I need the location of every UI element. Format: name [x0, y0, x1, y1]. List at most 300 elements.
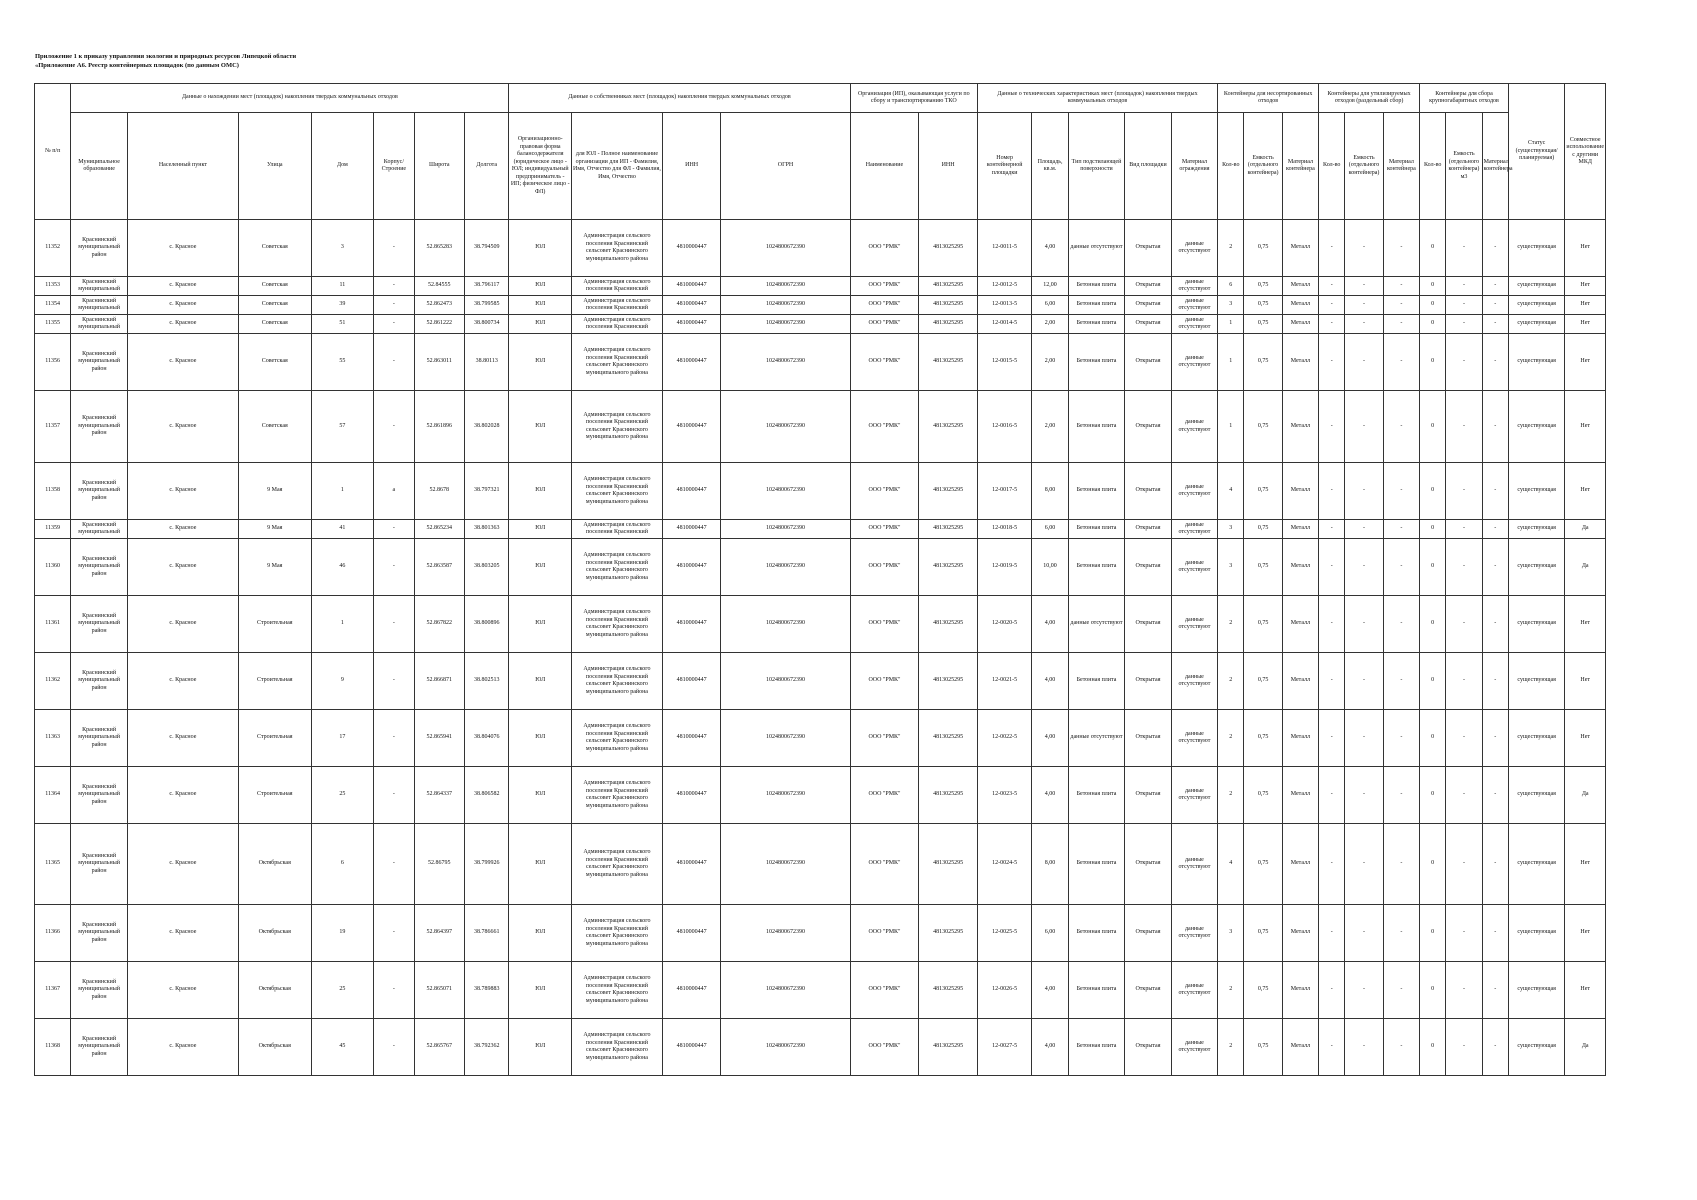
cell-uv: 0,75 — [1244, 905, 1282, 962]
table-row — [35, 710, 1606, 767]
table-row — [35, 653, 1606, 710]
cell-inn: 4810000447 — [662, 277, 721, 296]
cell-num: 11367 — [35, 962, 71, 1019]
cell-house: 25 — [311, 962, 374, 1019]
cell-bm: - — [1482, 463, 1508, 520]
cell-uv: 0,75 — [1244, 296, 1282, 315]
cell-np: с. Красное — [127, 710, 238, 767]
cell-um: Металл — [1282, 334, 1318, 391]
cell-street: 9 Мая — [238, 463, 311, 520]
cell-np: с. Красное — [127, 334, 238, 391]
cell-np: с. Красное — [127, 824, 238, 905]
col-surface: Тип подстилающей поверхности — [1068, 113, 1125, 220]
cell-ogrn: 1024800672390 — [721, 710, 850, 767]
cell-np: с. Красное — [127, 220, 238, 277]
cell-opinn: 4813025295 — [919, 710, 978, 767]
cell-shared: Нет — [1565, 277, 1606, 296]
cell-surf: Бетонная плита — [1068, 767, 1125, 824]
cell-shared: Нет — [1565, 710, 1606, 767]
cell-opinn: 4813025295 — [919, 334, 978, 391]
cell-lat: 52.861896 — [414, 391, 464, 463]
cell-um: Металл — [1282, 653, 1318, 710]
cell-bc: 0 — [1420, 767, 1446, 824]
table-body — [35, 220, 1606, 1076]
cell-opinn: 4813025295 — [919, 653, 978, 710]
cell-street: Октябрьская — [238, 1019, 311, 1076]
cell-bc: 0 — [1420, 824, 1446, 905]
cell-rm: - — [1383, 824, 1419, 905]
cell-bm: - — [1482, 296, 1508, 315]
cell-um: Металл — [1282, 962, 1318, 1019]
cell-np: с. Красное — [127, 539, 238, 596]
cell-num: 11362 — [35, 653, 71, 710]
table-row — [35, 596, 1606, 653]
cell-fence: данные отсутствуют — [1171, 905, 1217, 962]
group-location: Данные о нахождении мест (площадок) накопления твердых коммунальных отходов — [71, 84, 509, 113]
cell-np: с. Красное — [127, 296, 238, 315]
cell-uv: 0,75 — [1244, 653, 1282, 710]
cell-uv: 0,75 — [1244, 962, 1282, 1019]
registry-table — [34, 83, 1606, 1076]
cell-fence: данные отсутствуют — [1171, 391, 1217, 463]
cell-owner: Администрация сельского поселения Краснинский сельсовет Краснинского муниципального района — [572, 962, 663, 1019]
cell-status: существующая — [1508, 277, 1565, 296]
cell-inn: 4810000447 — [662, 315, 721, 334]
cell-type: Открытая — [1125, 710, 1171, 767]
col-operator-name: Наименование — [850, 113, 919, 220]
cell-rc: - — [1319, 296, 1345, 315]
cell-street: Строительная — [238, 767, 311, 824]
cell-um: Металл — [1282, 277, 1318, 296]
cell-inn: 4810000447 — [662, 296, 721, 315]
col-u-volume: Емкость (отдельного контейнера) — [1244, 113, 1282, 220]
cell-type: Открытая — [1125, 520, 1171, 539]
table-row — [35, 905, 1606, 962]
cell-ogrn: 1024800672390 — [721, 905, 850, 962]
cell-opinn: 4813025295 — [919, 277, 978, 296]
cell-shared: Да — [1565, 539, 1606, 596]
cell-num: 11363 — [35, 710, 71, 767]
cell-site: 12-0026-5 — [977, 962, 1032, 1019]
cell-inn: 4810000447 — [662, 596, 721, 653]
cell-site: 12-0011-5 — [977, 220, 1032, 277]
cell-fence: данные отсутствуют — [1171, 539, 1217, 596]
cell-lat: 52.865283 — [414, 220, 464, 277]
cell-house: 17 — [311, 710, 374, 767]
cell-bv: - — [1446, 710, 1482, 767]
cell-owner: Администрация сельского поселения Краснинский — [572, 520, 663, 539]
cell-lon: 38.789883 — [465, 962, 509, 1019]
cell-lon: 38.800896 — [465, 596, 509, 653]
cell-fence: данные отсутствуют — [1171, 1019, 1217, 1076]
cell-rv: - — [1345, 520, 1383, 539]
cell-bm: - — [1482, 220, 1508, 277]
cell-lat: 52.863011 — [414, 334, 464, 391]
cell-num: 11364 — [35, 767, 71, 824]
cell-bm: - — [1482, 962, 1508, 1019]
col-r-count: Кол-во — [1319, 113, 1345, 220]
cell-uc: 3 — [1218, 520, 1244, 539]
col-lat: Широта — [414, 113, 464, 220]
cell-bld: - — [374, 520, 414, 539]
col-settlement: Населенный пункт — [127, 113, 238, 220]
cell-ogrn: 1024800672390 — [721, 391, 850, 463]
cell-house: 46 — [311, 539, 374, 596]
col-building: Корпус/Строение — [374, 113, 414, 220]
cell-surf: Бетонная плита — [1068, 653, 1125, 710]
cell-street: Советская — [238, 296, 311, 315]
cell-type: Открытая — [1125, 296, 1171, 315]
cell-bm: - — [1482, 315, 1508, 334]
cell-area: 4,00 — [1032, 962, 1068, 1019]
cell-opinn: 4813025295 — [919, 1019, 978, 1076]
cell-shared: Нет — [1565, 334, 1606, 391]
document-header — [35, 52, 296, 70]
cell-bv: - — [1446, 315, 1482, 334]
cell-surf: Бетонная плита — [1068, 315, 1125, 334]
cell-surf: данные отсутствуют — [1068, 596, 1125, 653]
cell-num: 11354 — [35, 296, 71, 315]
cell-um: Металл — [1282, 767, 1318, 824]
cell-rv: - — [1345, 296, 1383, 315]
col-operator-inn: ИНН — [919, 113, 978, 220]
cell-rm: - — [1383, 596, 1419, 653]
cell-site: 12-0013-5 — [977, 296, 1032, 315]
cell-area: 8,00 — [1032, 463, 1068, 520]
cell-house: 57 — [311, 391, 374, 463]
col-house: Дом — [311, 113, 374, 220]
cell-rm: - — [1383, 220, 1419, 277]
cell-surf: Бетонная плита — [1068, 962, 1125, 1019]
cell-bv: - — [1446, 653, 1482, 710]
cell-fence: данные отсутствуют — [1171, 824, 1217, 905]
cell-bld: - — [374, 391, 414, 463]
cell-type: Открытая — [1125, 1019, 1171, 1076]
cell-form: ЮЛ — [509, 220, 572, 277]
cell-lon: 38.802028 — [465, 391, 509, 463]
cell-ogrn: 1024800672390 — [721, 653, 850, 710]
cell-mo: Краснинский муниципальный район — [71, 463, 128, 520]
table-row — [35, 767, 1606, 824]
cell-fence: данные отсутствуют — [1171, 296, 1217, 315]
cell-inn: 4810000447 — [662, 962, 721, 1019]
cell-op: ООО "РМК" — [850, 710, 919, 767]
cell-rv: - — [1345, 334, 1383, 391]
col-legal-form: Организационно-правовая форма балансодержателя (юридическое лицо - ЮЛ; индивидуальный предприниматель - ИП; физическое лицо - ФЛ) — [509, 113, 572, 220]
cell-status: существующая — [1508, 391, 1565, 463]
cell-rv: - — [1345, 315, 1383, 334]
cell-rc: - — [1319, 710, 1345, 767]
cell-lon: 38.801363 — [465, 520, 509, 539]
cell-fence: данные отсутствуют — [1171, 710, 1217, 767]
cell-lat: 52.865767 — [414, 1019, 464, 1076]
table-row — [35, 277, 1606, 296]
cell-ogrn: 1024800672390 — [721, 1019, 850, 1076]
cell-uv: 0,75 — [1244, 220, 1282, 277]
cell-mo: Краснинский муниципальный район — [71, 220, 128, 277]
cell-bld: - — [374, 334, 414, 391]
cell-uc: 2 — [1218, 710, 1244, 767]
col-site-number: Номер контейнерной площадки — [977, 113, 1032, 220]
cell-lat: 52.865234 — [414, 520, 464, 539]
cell-type: Открытая — [1125, 824, 1171, 905]
cell-num: 11352 — [35, 220, 71, 277]
cell-lat: 52.84555 — [414, 277, 464, 296]
cell-bld: - — [374, 296, 414, 315]
cell-owner: Администрация сельского поселения Краснинский сельсовет Краснинского муниципального района — [572, 767, 663, 824]
col-fence: Материал ограждения — [1171, 113, 1217, 220]
cell-inn: 4810000447 — [662, 463, 721, 520]
cell-surf: Бетонная плита — [1068, 824, 1125, 905]
cell-rc: - — [1319, 539, 1345, 596]
table-row — [35, 296, 1606, 315]
cell-street: 9 Мая — [238, 520, 311, 539]
cell-house: 19 — [311, 905, 374, 962]
cell-status: существующая — [1508, 905, 1565, 962]
cell-street: Советская — [238, 391, 311, 463]
cell-lon: 38.796117 — [465, 277, 509, 296]
table-row — [35, 1019, 1606, 1076]
cell-ogrn: 1024800672390 — [721, 463, 850, 520]
cell-inn: 4810000447 — [662, 539, 721, 596]
cell-lon: 38.799585 — [465, 296, 509, 315]
cell-uc: 2 — [1218, 1019, 1244, 1076]
cell-lon: 38.786661 — [465, 905, 509, 962]
cell-owner: Администрация сельского поселения Краснинский сельсовет Краснинского муниципального района — [572, 463, 663, 520]
cell-house: 39 — [311, 296, 374, 315]
cell-opinn: 4813025295 — [919, 824, 978, 905]
cell-site: 12-0015-5 — [977, 334, 1032, 391]
cell-np: с. Красное — [127, 520, 238, 539]
cell-uc: 1 — [1218, 334, 1244, 391]
cell-type: Открытая — [1125, 391, 1171, 463]
cell-inn: 4810000447 — [662, 520, 721, 539]
cell-np: с. Красное — [127, 315, 238, 334]
cell-shared: Нет — [1565, 296, 1606, 315]
cell-num: 11365 — [35, 824, 71, 905]
cell-street: Советская — [238, 220, 311, 277]
cell-bv: - — [1446, 824, 1482, 905]
cell-np: с. Красное — [127, 1019, 238, 1076]
cell-lat: 52.867822 — [414, 596, 464, 653]
cell-num: 11357 — [35, 391, 71, 463]
cell-rc: - — [1319, 220, 1345, 277]
cell-um: Металл — [1282, 463, 1318, 520]
cell-uv: 0,75 — [1244, 824, 1282, 905]
cell-rm: - — [1383, 463, 1419, 520]
cell-bm: - — [1482, 277, 1508, 296]
cell-street: Советская — [238, 334, 311, 391]
cell-fence: данные отсутствуют — [1171, 463, 1217, 520]
cell-type: Открытая — [1125, 220, 1171, 277]
cell-rc: - — [1319, 962, 1345, 1019]
cell-uv: 0,75 — [1244, 463, 1282, 520]
cell-lon: 38.806582 — [465, 767, 509, 824]
cell-np: с. Красное — [127, 962, 238, 1019]
cell-ogrn: 1024800672390 — [721, 539, 850, 596]
cell-ogrn: 1024800672390 — [721, 962, 850, 1019]
cell-rv: - — [1345, 391, 1383, 463]
cell-bv: - — [1446, 520, 1482, 539]
cell-mo: Краснинский муниципальный — [71, 277, 128, 296]
col-inn: ИНН — [662, 113, 721, 220]
cell-site: 12-0016-5 — [977, 391, 1032, 463]
cell-bv: - — [1446, 539, 1482, 596]
cell-uc: 3 — [1218, 539, 1244, 596]
group-unsorted: Контейнеры для несортированных отходов — [1218, 84, 1319, 113]
cell-bld: - — [374, 710, 414, 767]
cell-rc: - — [1319, 334, 1345, 391]
cell-um: Металл — [1282, 596, 1318, 653]
cell-uv: 0,75 — [1244, 1019, 1282, 1076]
cell-bv: - — [1446, 277, 1482, 296]
cell-fence: данные отсутствуют — [1171, 334, 1217, 391]
cell-rv: - — [1345, 1019, 1383, 1076]
cell-inn: 4810000447 — [662, 653, 721, 710]
cell-op: ООО "РМК" — [850, 596, 919, 653]
cell-lat: 52.862473 — [414, 296, 464, 315]
cell-type: Открытая — [1125, 653, 1171, 710]
cell-bc: 0 — [1420, 315, 1446, 334]
cell-bc: 0 — [1420, 710, 1446, 767]
cell-area: 6,00 — [1032, 296, 1068, 315]
cell-shared: Да — [1565, 767, 1606, 824]
cell-inn: 4810000447 — [662, 220, 721, 277]
cell-surf: Бетонная плита — [1068, 520, 1125, 539]
cell-form: ЮЛ — [509, 539, 572, 596]
cell-form: ЮЛ — [509, 334, 572, 391]
cell-op: ООО "РМК" — [850, 520, 919, 539]
cell-num: 11361 — [35, 596, 71, 653]
cell-bc: 0 — [1420, 1019, 1446, 1076]
col-r-material: Материал контейнера — [1383, 113, 1419, 220]
cell-street: 9 Мая — [238, 539, 311, 596]
cell-lon: 38.794509 — [465, 220, 509, 277]
cell-bc: 0 — [1420, 463, 1446, 520]
cell-rm: - — [1383, 334, 1419, 391]
cell-area: 8,00 — [1032, 824, 1068, 905]
cell-uv: 0,75 — [1244, 520, 1282, 539]
cell-type: Открытая — [1125, 539, 1171, 596]
cell-area: 10,00 — [1032, 539, 1068, 596]
cell-lat: 52.863587 — [414, 539, 464, 596]
cell-lat: 52.865071 — [414, 962, 464, 1019]
cell-bv: - — [1446, 596, 1482, 653]
cell-op: ООО "РМК" — [850, 653, 919, 710]
cell-uv: 0,75 — [1244, 391, 1282, 463]
cell-house: 25 — [311, 767, 374, 824]
cell-np: с. Красное — [127, 596, 238, 653]
cell-shared: Нет — [1565, 824, 1606, 905]
cell-np: с. Красное — [127, 905, 238, 962]
cell-fence: данные отсутствуют — [1171, 315, 1217, 334]
cell-bld: - — [374, 315, 414, 334]
cell-um: Металл — [1282, 824, 1318, 905]
cell-uv: 0,75 — [1244, 334, 1282, 391]
cell-shared: Нет — [1565, 962, 1606, 1019]
cell-bc: 0 — [1420, 520, 1446, 539]
cell-lon: 38.803205 — [465, 539, 509, 596]
cell-ogrn: 1024800672390 — [721, 296, 850, 315]
cell-owner: Администрация сельского поселения Краснинский сельсовет Краснинского муниципального района — [572, 334, 663, 391]
cell-shared: Нет — [1565, 653, 1606, 710]
cell-lon: 38.80113 — [465, 334, 509, 391]
cell-uc: 4 — [1218, 824, 1244, 905]
cell-site: 12-0018-5 — [977, 520, 1032, 539]
cell-house: 41 — [311, 520, 374, 539]
cell-rv: - — [1345, 905, 1383, 962]
cell-area: 4,00 — [1032, 220, 1068, 277]
cell-site: 12-0020-5 — [977, 596, 1032, 653]
cell-house: 51 — [311, 315, 374, 334]
cell-inn: 4810000447 — [662, 905, 721, 962]
cell-fence: данные отсутствуют — [1171, 596, 1217, 653]
table-row — [35, 539, 1606, 596]
cell-status: существующая — [1508, 962, 1565, 1019]
cell-form: ЮЛ — [509, 596, 572, 653]
group-technical: Данные о технических характеристиках мест (площадок) накопления твердых коммунальных отходов — [977, 84, 1217, 113]
cell-uc: 2 — [1218, 596, 1244, 653]
cell-rm: - — [1383, 1019, 1419, 1076]
cell-bc: 0 — [1420, 962, 1446, 1019]
cell-rc: - — [1319, 653, 1345, 710]
cell-site: 12-0027-5 — [977, 1019, 1032, 1076]
cell-mo: Краснинский муниципальный — [71, 315, 128, 334]
cell-area: 4,00 — [1032, 1019, 1068, 1076]
cell-surf: данные отсутствуют — [1068, 220, 1125, 277]
cell-rv: - — [1345, 767, 1383, 824]
cell-shared: Нет — [1565, 315, 1606, 334]
cell-bc: 0 — [1420, 539, 1446, 596]
cell-lat: 52.865941 — [414, 710, 464, 767]
cell-mo: Краснинский муниципальный район — [71, 391, 128, 463]
cell-mo: Краснинский муниципальный район — [71, 905, 128, 962]
cell-mo: Краснинский муниципальный — [71, 520, 128, 539]
cell-form: ЮЛ — [509, 296, 572, 315]
cell-area: 12,00 — [1032, 277, 1068, 296]
cell-site: 12-0017-5 — [977, 463, 1032, 520]
cell-uc: 1 — [1218, 391, 1244, 463]
cell-status: существующая — [1508, 315, 1565, 334]
cell-rv: - — [1345, 539, 1383, 596]
cell-np: с. Красное — [127, 277, 238, 296]
cell-lat: 52.861222 — [414, 315, 464, 334]
cell-owner: Администрация сельского поселения Краснинский — [572, 296, 663, 315]
cell-street: Строительная — [238, 653, 311, 710]
cell-bc: 0 — [1420, 220, 1446, 277]
cell-op: ООО "РМК" — [850, 220, 919, 277]
cell-bv: - — [1446, 296, 1482, 315]
cell-form: ЮЛ — [509, 824, 572, 905]
col-status: Статус (существующая/ планируемая) — [1508, 84, 1565, 220]
col-ogrn: ОГРН — [721, 113, 850, 220]
cell-site: 12-0024-5 — [977, 824, 1032, 905]
cell-bm: - — [1482, 596, 1508, 653]
cell-opinn: 4813025295 — [919, 962, 978, 1019]
cell-owner: Администрация сельского поселения Краснинский сельсовет Краснинского муниципального района — [572, 824, 663, 905]
cell-lat: 52.864397 — [414, 905, 464, 962]
cell-status: существующая — [1508, 824, 1565, 905]
cell-opinn: 4813025295 — [919, 220, 978, 277]
cell-bv: - — [1446, 905, 1482, 962]
cell-rc: - — [1319, 520, 1345, 539]
cell-opinn: 4813025295 — [919, 905, 978, 962]
col-street: Улица — [238, 113, 311, 220]
cell-rc: - — [1319, 277, 1345, 296]
group-bulky: Контейнеры для сбора крупногабаритных отходов — [1420, 84, 1509, 113]
cell-mo: Краснинский муниципальный район — [71, 710, 128, 767]
cell-area: 2,00 — [1032, 315, 1068, 334]
